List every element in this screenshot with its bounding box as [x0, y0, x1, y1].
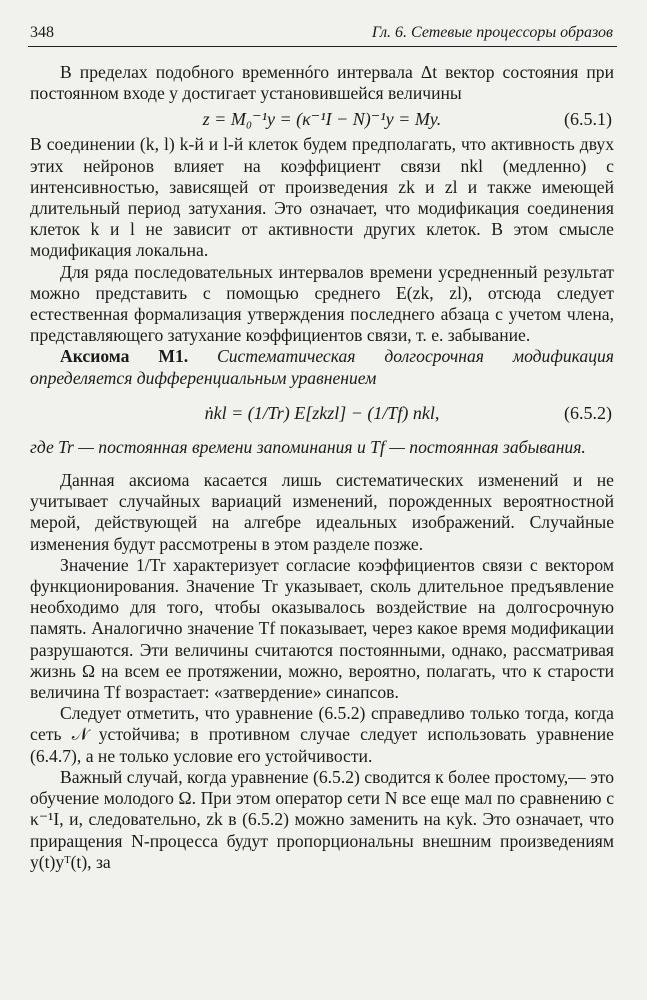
- axiom-where: где Tr — постоянная времени запоминания и Tf — постоянная забывания.: [30, 436, 586, 457]
- axiom-label: Аксиома M1.: [60, 346, 189, 367]
- running-title: Гл. 6. Сетевые процессоры образов: [371, 24, 613, 41]
- paragraph-systematic: Данная аксиома касается лишь систематических изменений и не учитывает случайных вариаций изменений, порожденных вероятностной мерой, действующей на алгебре идеальных изображений. Случайные изменения будут рассмотрены в этом разделе позже.: [30, 470, 614, 554]
- page-body: [30, 62, 614, 873]
- paragraph-average: Для ряда последовательных интервалов времени усредненный результат можно представить с помощью среднего E(zk, zl), отсюда следует естественная формализация утверждения последнего абзаца с учетом члена, представляющего затухание коэффициентов связи, т. е. забывание.: [30, 261, 614, 346]
- paragraph-young-learning: Важный случай, когда уравнение (6.5.2) сводится к более простому,— это обучение молодого Ω. При этом оператор сети N все еще мал по сравнению с κ⁻¹I, и, следовательно, zk в (6.5.2) можно заменить на κyk. Это означает, что приращения N-процесса будут пропорциональны внешним произведениям y(t)yᵀ(t), за: [30, 766, 614, 872]
- paragraph-intro: В пределах подобного временнóго интервала Δt вектор состояния при постоянном входе y достигает установившейся величины: [30, 62, 614, 104]
- page-number: 348: [30, 24, 54, 41]
- running-header: [28, 22, 617, 47]
- equation-formula: ṅkl = (1/Tr) E[zkzl] − (1/Tf) nkl,: [204, 402, 440, 423]
- equation-formula: z = M₀⁻¹y = (κ⁻¹I − N)⁻¹y = My.: [202, 109, 442, 130]
- equation-6-5-1: [30, 104, 614, 134]
- equation-number: (6.5.1): [564, 109, 612, 130]
- axiom-m1: [30, 346, 614, 388]
- paragraph-values: Значение 1/Tr характеризует согласие коэффициентов связи с вектором функционирования. Значение Tr указывает, сколь длительное предъявление необходимо для того, чтобы оказывалось воздействие на долгосрочную память. Аналогично значение Tf показывает, через какое время модификации разрушаются. Эти величины считаются постоянными, однако, рассматривая жизнь Ω на всем ее протяжении, можно, вероятно, полагать, что к старости величина Tf возрастает: «затвердение» синапсов.: [30, 554, 614, 703]
- paragraph-stability: Следует отметить, что уравнение (6.5.2) справедливо только тогда, когда сеть 𝒩 устойчива; в противном случае следует использовать уравнение (6.4.7), а не только условие его устойчивости.: [30, 703, 614, 766]
- axiom-text: Систематическая долгосрочная модификация определяется дифференциальным уравнением: [30, 346, 614, 388]
- paragraph-connection: В соединении (k, l) k-й и l-й клеток будем предполагать, что активность двух этих нейронов влияет на коэффициент связи nkl (медленно) с интенсивностью, зависящей от произведения zk и zl и также имеющей длительный период затухания. Это означает, что модификация соединения клеток k и l не зависит от активности других клеток. В этом смысле модификация локальна.: [30, 134, 614, 261]
- equation-number: (6.5.2): [564, 402, 612, 423]
- equation-6-5-2: [30, 389, 614, 437]
